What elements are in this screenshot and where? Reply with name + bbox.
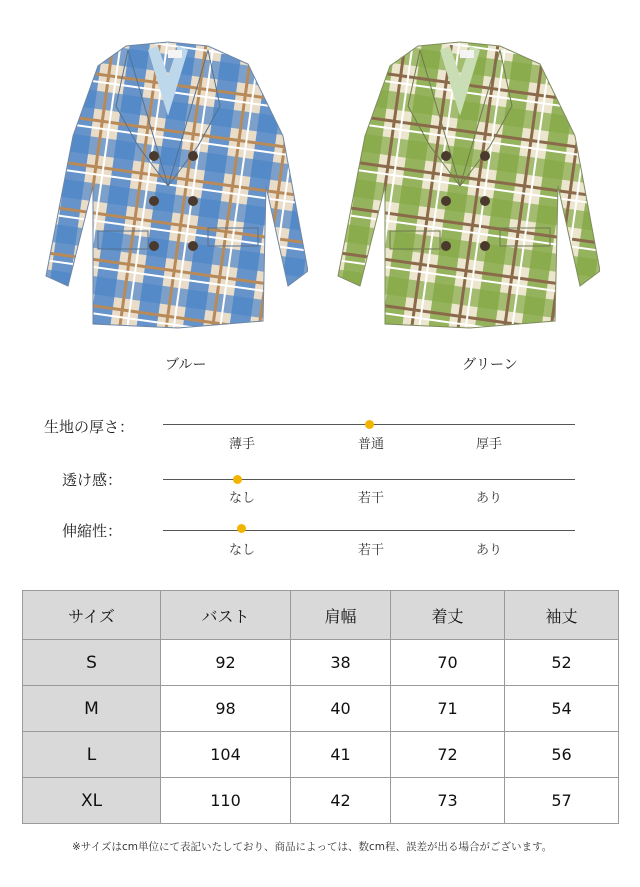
size-cell: S (23, 640, 161, 686)
shoulder-cell: 38 (291, 640, 391, 686)
bust-cell: 104 (161, 732, 291, 778)
stretch-label: 伸縮性： (62, 522, 123, 540)
header-sleeve: 袖丈 (505, 591, 619, 640)
size-note: ※サイズはcm単位にて表記いたしており、商品によっては、数cm程、誤差が出る場合がございます。 (72, 841, 553, 853)
sleeve-cell: 54 (505, 686, 619, 732)
bust-cell: 92 (161, 640, 291, 686)
transparency-option-yes: あり (475, 491, 502, 506)
transparency-indicator (233, 475, 242, 484)
length-cell: 73 (391, 778, 505, 824)
size-cell: M (23, 686, 161, 732)
thickness-option-thin: 薄手 (228, 437, 255, 452)
shoulder-cell: 40 (291, 686, 391, 732)
header-length: 着丈 (391, 591, 505, 640)
bust-cell: 98 (161, 686, 291, 732)
transparency-option-none: なし (228, 491, 255, 506)
green-caption: グリーン (462, 357, 518, 373)
blue-jacket-photo (38, 36, 308, 336)
sleeve-cell: 56 (505, 732, 619, 778)
header-size: サイズ (23, 591, 161, 640)
stretch-option-none: なし (228, 543, 255, 558)
size-cell: L (23, 732, 161, 778)
shoulder-cell: 41 (291, 732, 391, 778)
table-row (23, 778, 619, 824)
table-row (23, 640, 619, 686)
thickness-option-normal: 普通 (357, 437, 384, 452)
stretch-scale-line (163, 530, 575, 531)
transparency-option-slight: 若干 (357, 491, 384, 506)
thickness-option-thick: 厚手 (475, 437, 502, 452)
thickness-indicator (365, 420, 374, 429)
sleeve-cell: 52 (505, 640, 619, 686)
header-shoulder: 肩幅 (291, 591, 391, 640)
transparency-label: 透け感： (62, 471, 123, 489)
size-cell: XL (23, 778, 161, 824)
length-cell: 72 (391, 732, 505, 778)
bust-cell: 110 (161, 778, 291, 824)
length-cell: 71 (391, 686, 505, 732)
transparency-scale-line (163, 479, 575, 480)
shoulder-cell: 42 (291, 778, 391, 824)
stretch-indicator (237, 524, 246, 533)
sleeve-cell: 57 (505, 778, 619, 824)
header-bust: バスト (161, 591, 291, 640)
thickness-label: 生地の厚さ： (44, 418, 135, 436)
stretch-option-yes: あり (475, 543, 502, 558)
length-cell: 70 (391, 640, 505, 686)
table-row (23, 686, 619, 732)
size-table (22, 590, 619, 824)
green-jacket-photo (330, 36, 600, 336)
stretch-option-slight: 若干 (357, 543, 384, 558)
blue-caption: ブルー (165, 357, 207, 373)
table-row (23, 732, 619, 778)
size-table-header (23, 591, 619, 640)
